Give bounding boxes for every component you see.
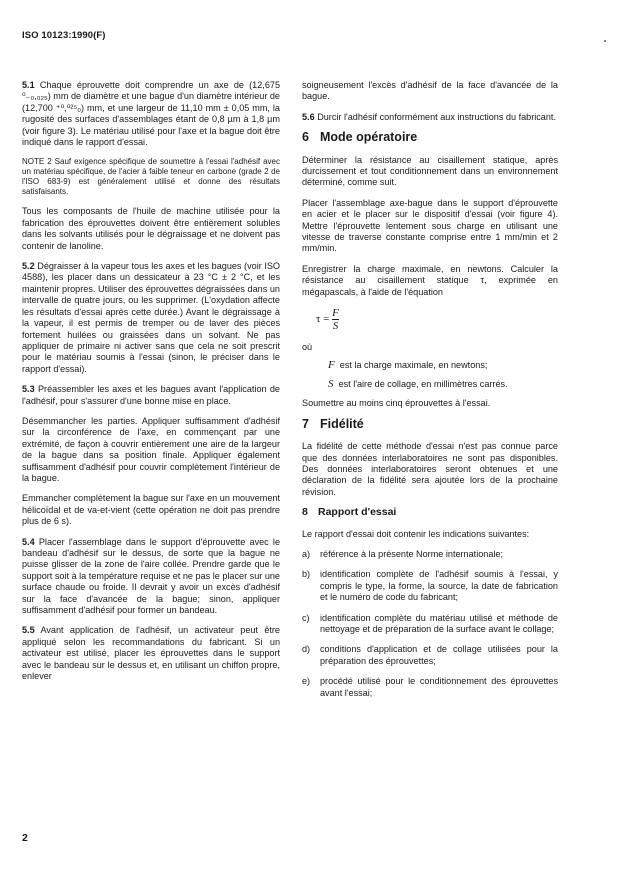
list-item <box>302 613 558 636</box>
heading-text: Rapport d'essai <box>318 506 397 519</box>
definition-s <box>328 379 558 390</box>
list-item <box>302 644 558 667</box>
paragraph-report: Le rapport d'essai doit contenir les indications suivantes: <box>302 528 530 539</box>
heading-7 <box>302 416 558 431</box>
where-label: où <box>302 342 313 353</box>
paragraph-record: Enregistrer la charge maximale, en newtons. Calculer la résistance au cisaillement statique τ, exprimée en mégapascals, à l'aide de l'équation <box>302 263 558 297</box>
clause-number: 5.5 <box>22 625 35 636</box>
paragraph-5-2 <box>22 261 280 375</box>
symbol-s: S <box>328 377 334 390</box>
equation-denominator: S <box>332 320 339 333</box>
paragraph-5-6 <box>302 112 558 123</box>
list-text: référence à la présente Norme internationale; <box>320 548 503 559</box>
page-number: 2 <box>22 832 28 844</box>
heading-number: 6 <box>302 130 309 145</box>
heading-text: Fidélité <box>320 416 364 431</box>
symbol-f: F <box>328 358 335 371</box>
clause-number: 5.1 <box>22 80 35 90</box>
clause-text: Préassembler les axes et les bagues avant l'application de l'adhésif, pour s'assurer d'une bonne mise en place. <box>22 384 280 406</box>
clause-number: 5.3 <box>22 384 35 395</box>
list-item <box>302 569 558 603</box>
equation-lhs: τ = <box>316 313 330 326</box>
list-marker: c) <box>302 612 310 623</box>
list-text: identification complète du matériau utilisé et méthode de nettoyage et de préparation de la surface avant le collage; <box>320 612 558 634</box>
paragraph-disassemble: Désemmancher les parties. Appliquer suffisamment d'adhésif sur la circonférence de l'axe, en commençant par une extrémité, de façon à couvrir entièrement une aire de la largeur de la bague dans sa position finale. Appliquer également suffisamment d'adhésif pour couvrir complètement l'intérieur de la bague. <box>22 415 280 483</box>
clause-text: Durcir l'adhésif conformément aux instructions du fabricant. <box>317 111 556 122</box>
clause-text: Placer l'assemblage dans le support d'éprouvette avec le bandeau d'adhésif sur le dessus, de sorte que la bague ne puisse glisser de la zone de l'aire collée. Prendre garde que le support soit à la température requise et ne pas le placer sur une surface chaude ou froide. Il devrait y avoir un excès d'adhésif sur la face d'avancée de la bague; sinon, appliquer suffisamment d'adhésif pour former un bandeau. <box>22 536 280 616</box>
list-item <box>302 549 558 560</box>
list-marker: d) <box>302 644 311 655</box>
list-text: conditions d'application et de collage utilisées pour la préparation des éprouvettes; <box>320 644 558 666</box>
clause-number: 5.4 <box>22 536 35 547</box>
definition-text: est la charge maximale, en newtons; <box>339 359 488 370</box>
paragraph-5-4 <box>22 537 280 617</box>
heading-number: 8 <box>302 506 308 519</box>
paragraph-oil: Tous les composants de l'huile de machine utilisée pour la fabrication des éprouvettes doivent être entièrement solubles dans les solvants utilisés pour le dégraissage et ne doivent pas contenir de lanoline. <box>22 206 280 251</box>
heading-8 <box>302 507 558 518</box>
paragraph-determine: Déterminer la résistance au cisaillement statique, après durcissement et tout conditionnement dans un environnement déterminé, comme suit. <box>302 154 558 188</box>
definition-text: est l'aire de collage, en millimètres carrés. <box>338 378 508 389</box>
list-marker: e) <box>302 676 311 687</box>
heading-text: Mode opératoire <box>320 130 418 145</box>
clause-number: 5.2 <box>22 261 35 272</box>
right-column <box>302 80 558 708</box>
page-header: ISO 10123:1990(F) <box>22 30 106 41</box>
clause-number: 5.6 <box>302 111 315 122</box>
heading-number: 7 <box>302 416 309 431</box>
list-text: identification complète de l'adhésif soumis à l'essai, y compris le type, la forme, la source, la date de fabrication et le numéro de code du fabricant; <box>320 569 558 603</box>
paragraph-fit: Emmancher complètement la bague sur l'axe en un mouvement hélicoïdal et de va-et-vient (cette opération ne doit pas prendre plus de 6 s). <box>22 493 280 527</box>
list-text: procédé utilisé pour le conditionnement des éprouvettes avant l'essai; <box>320 676 558 698</box>
paragraph-submit: Soumettre au moins cinq éprouvettes à l'essai. <box>302 398 491 409</box>
definition-f <box>328 360 558 371</box>
heading-6 <box>302 132 558 143</box>
clause-text: Chaque éprouvette doit comprendre un axe de (12,675 ⁰₋₀,₀₂₅) mm de diamètre et une bague d'un diamètre intérieur de (12,700 ⁺⁰,⁰²⁵₀) mm, et une largeur de 11,10 mm ± 0,05 mm, la rugosité des surfaces d'assemblages étant de 0,8 µm à 1,8 µm (voir figure 3). Le matériau utilisé pour l'axe et la bague doit être indiqué dans le rapport d'essai. <box>22 80 280 148</box>
paragraph-5-1 <box>22 80 280 148</box>
equation-fraction <box>332 307 339 332</box>
clause-text: Avant application de l'adhésif, un activateur peut être appliqué selon les recommandations du fabricant. Si un activateur est utilisé, placer les éprouvettes dans le support avec le bandeau sur le dessus et, en utilisant un chiffon propre, enlever <box>22 625 280 682</box>
paragraph-5-5 <box>22 625 280 682</box>
paragraph-fidelity: La fidélité de cette méthode d'essai n'est pas connue parce que des données interlaboratoires ne sont pas disponibles. Des données interlaboratoires seront obtenues et une déclaration de la fidélité sera ajoutée lors de la prochaine révision. <box>302 441 558 497</box>
list-marker: a) <box>302 548 311 559</box>
list-marker: b) <box>302 569 311 580</box>
equation-numerator: F <box>332 307 339 320</box>
scan-speck <box>604 40 606 42</box>
paragraph-5-3 <box>22 384 280 407</box>
note-2: NOTE 2 Sauf exigence spécifique de soumettre à l'essai l'adhésif avec un matériau spécifique, de l'acier à faible teneur en carbone (grade 2 de l'ISO 683-9) est généralement utilisé et donne des résultats satisfaisants. <box>22 157 280 197</box>
list-item <box>302 676 558 699</box>
clause-text: Dégraisser à la vapeur tous les axes et les bagues (voir ISO 4588), les placer dans un dessicateur à 23 °C ± 2 °C, et les maintenir propres. Utiliser des éprouvettes dégraissées dans un intervalle de quatre jours, ou les supprimer. (L'oxydation affecte les résultats d'essai après cette durée.) Avant le dégraissage à la vapeur, il est permis de tremper ou de laver des pièces fortement huilées ou graissées dans un solvant. Ne pas appliquer de primaire ni activer sans que cela ne soit prescrit pour le matériau soumis à l'essai (sinon, le préciser dans le rapport d'essai). <box>22 261 280 374</box>
left-column <box>22 80 280 691</box>
paragraph-continued: soigneusement l'excès d'adhésif de la face d'avancée de la bague. <box>302 80 558 102</box>
paragraph-place: Placer l'assemblage axe-bague dans le support d'éprouvette en acier et le placer sur le dispositif d'essai (voir figure 4). Mettre l'éprouvette lentement sous charge en utilisant une vitesse de traverse constante comprise entre 1 mm/min et 2 mm/min. <box>302 197 558 254</box>
equation <box>316 307 558 332</box>
